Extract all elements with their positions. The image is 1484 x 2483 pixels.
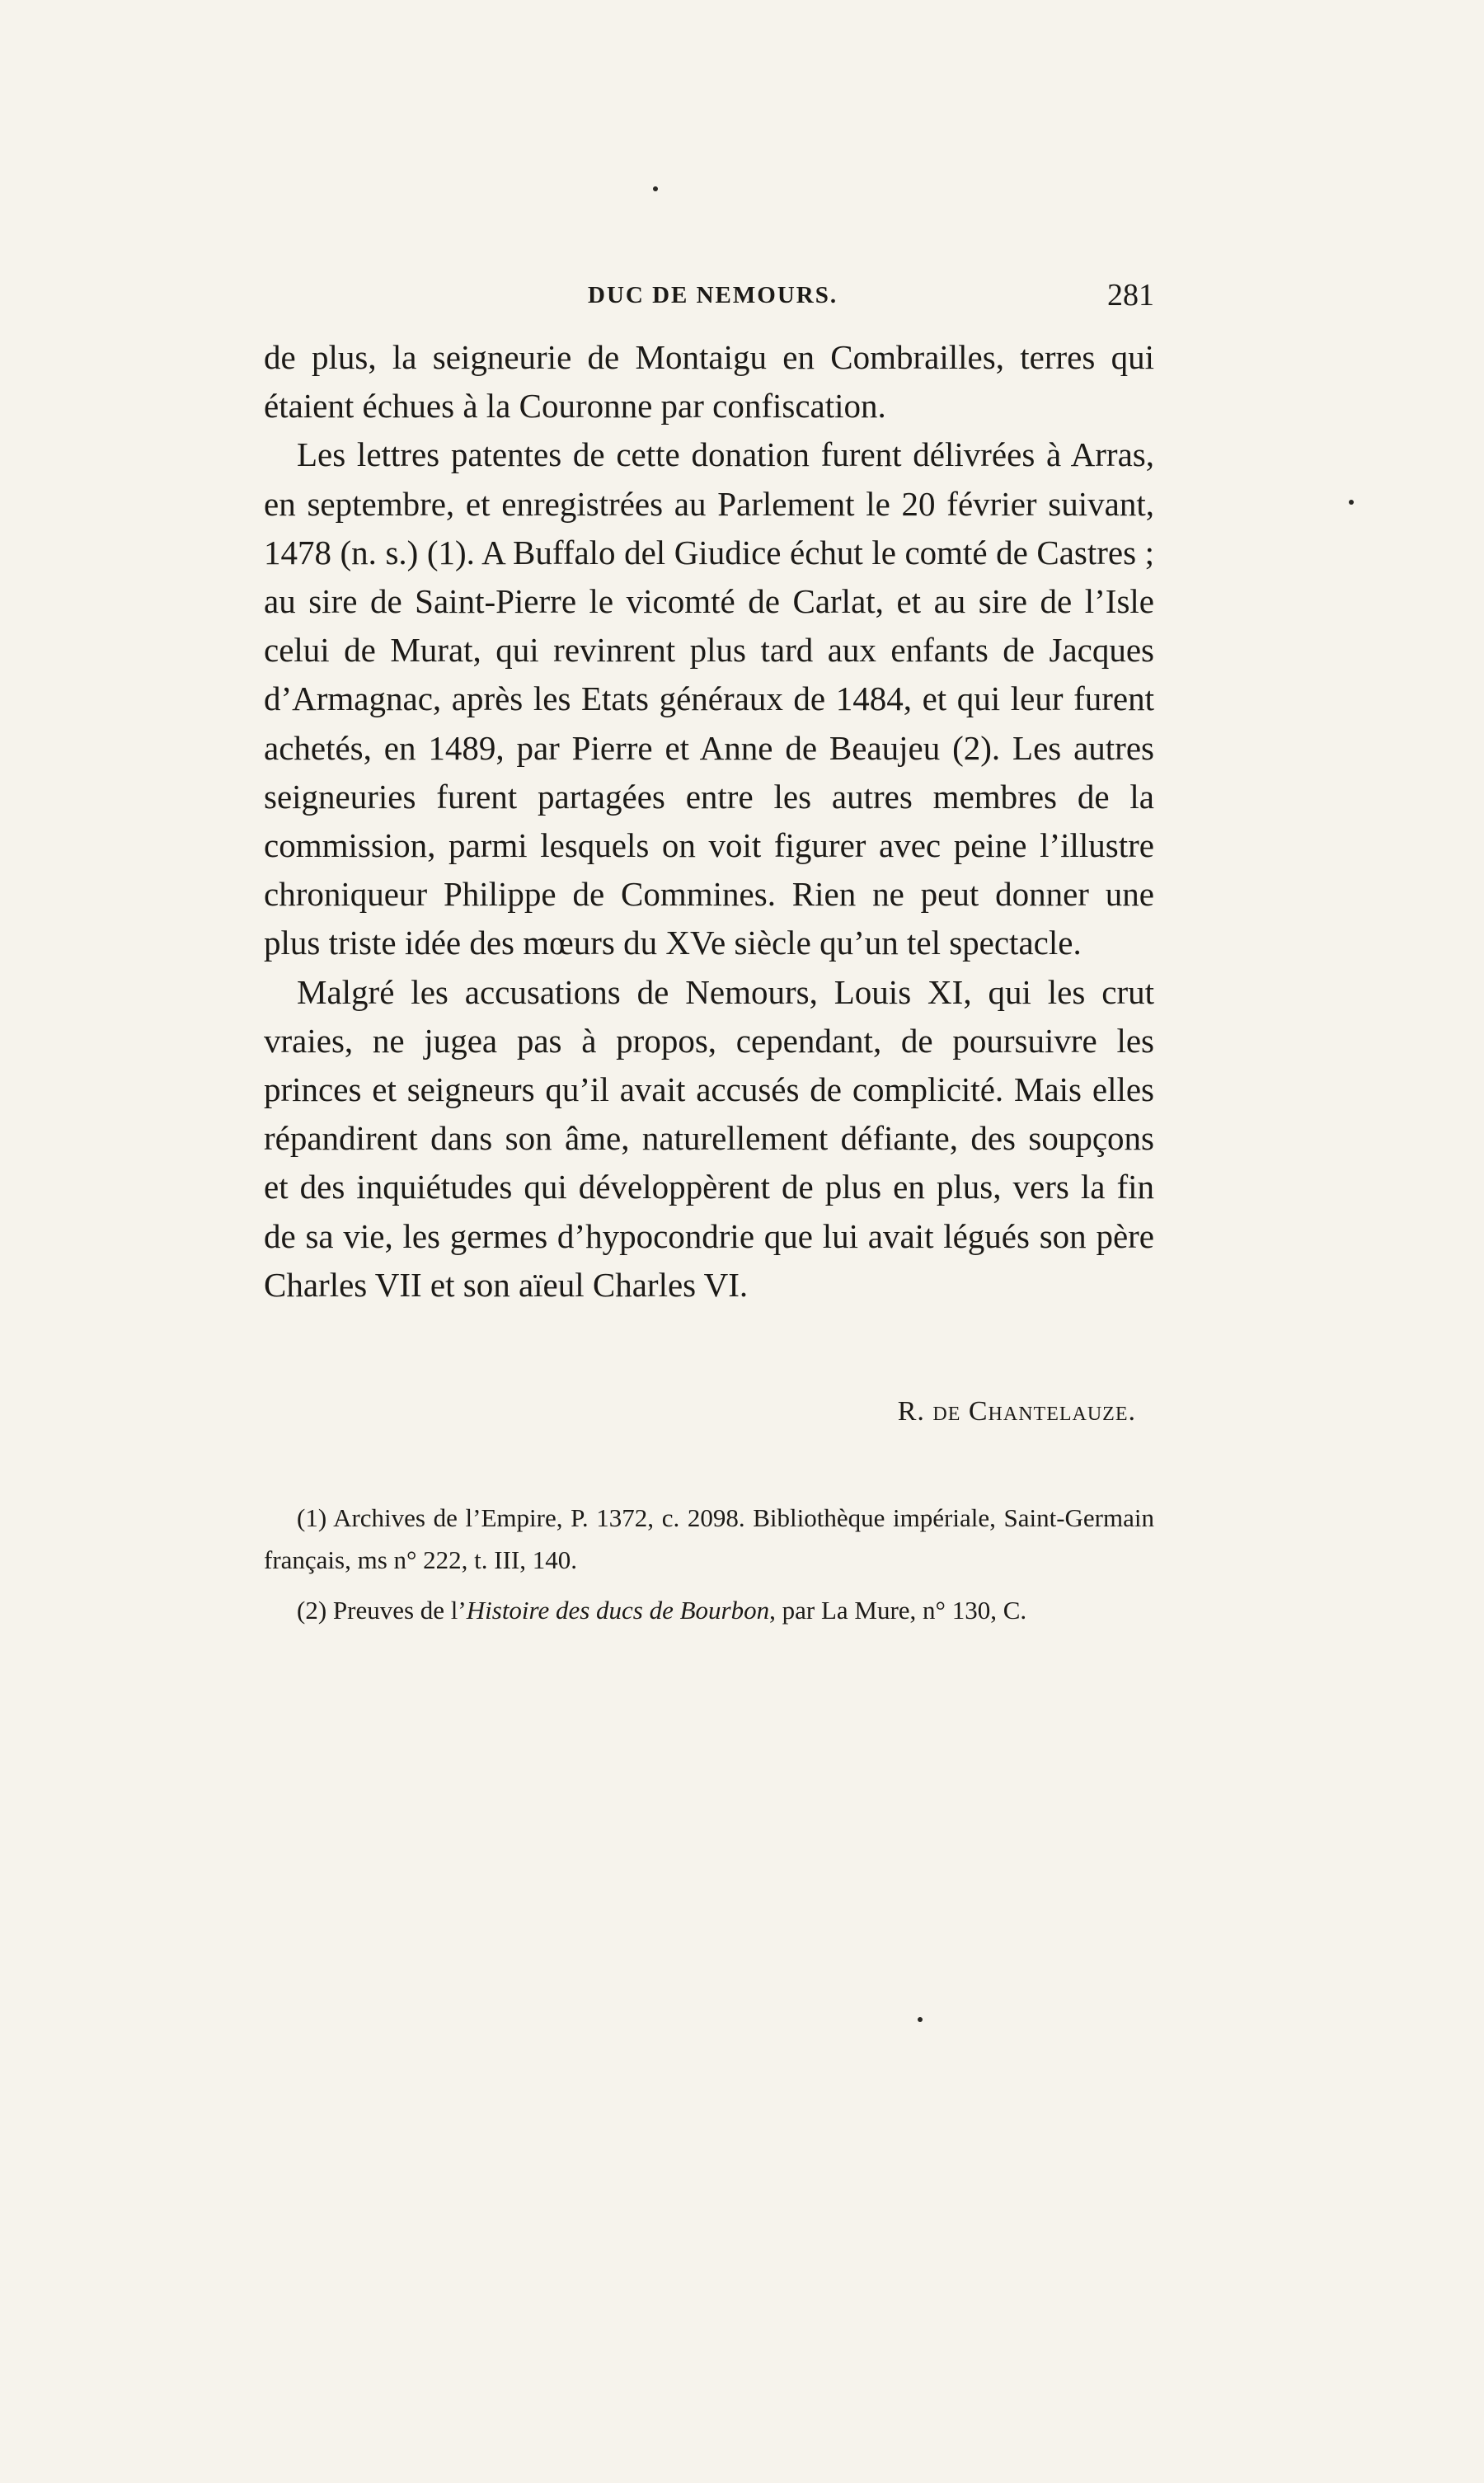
paragraph-3: Malgré les accusations de Nemours, Louis XI, qui les crut vraies, ne jugea pas à propos, cependant, de poursuivre les princes et seigneurs qu’il avait accusés de complicité. Mais elles répandirent dans son âme, naturellement défiante, des soupçons et des inquiétudes qui développèrent de plus en plus, vers la fin de sa vie, les germes d’hypocondrie que lui avait légués son père Charles VII et son aïeul Charles VI.: [264, 972, 1154, 1304]
ink-speck: [653, 186, 658, 191]
ink-speck: [1349, 500, 1354, 505]
running-title: DUC DE NEMOURS.: [588, 282, 838, 308]
paragraph-1: de plus, la seigneurie de Montaigu en Combrailles, terres qui étaient échues à la Couronne par confiscation.: [264, 338, 1154, 426]
signature-text: R. de Chantelauze.: [897, 1396, 1136, 1427]
ink-speck: [918, 2017, 923, 2022]
footnote-2: [264, 1589, 1154, 1631]
author-signature: [264, 1396, 1154, 1427]
paragraph-2: Les lettres patentes de cette donation furent délivrées à Arras, en septembre, et enregistrées au Parlement le 20 février suivant, 1478 (n. s.) (1). A Buffalo del Giudice échut le comté de Castres ; au sire de Saint-Pierre le vicomté de Carlat, et au sire de l’Isle celui de Murat, qui revinrent plus tard aux enfants de Jacques d’Armagnac, après les Etats généraux de 1484, et qui leur furent achetés, en 1489, par Pierre et Anne de Beaujeu (2). Les autres seigneuries furent partagées entre les autres membres de la commission, parmi lesquels on voit figurer avec peine l’illustre chroniqueur Philippe de Commines. Rien ne peut donner une plus triste idée des mœurs du XVe siècle qu’un tel spectacle.: [264, 435, 1154, 962]
footnote-1: (1) Archives de l’Empire, P. 1372, c. 2098. Bibliothèque impériale, Saint-Germain français, ms n° 222, t. III, 140.: [264, 1503, 1154, 1574]
page-header: [264, 277, 1154, 318]
footnotes: [264, 1497, 1154, 1639]
footnote-2-suffix: , par La Mure, n° 130, C.: [769, 1596, 1027, 1625]
footnote-2-title: Histoire des ducs de Bourbon: [466, 1596, 770, 1625]
page-number: 281: [1107, 278, 1154, 313]
body-text: [264, 333, 1154, 1310]
footnote-2-prefix: (2) Preuves de l’: [297, 1596, 467, 1625]
